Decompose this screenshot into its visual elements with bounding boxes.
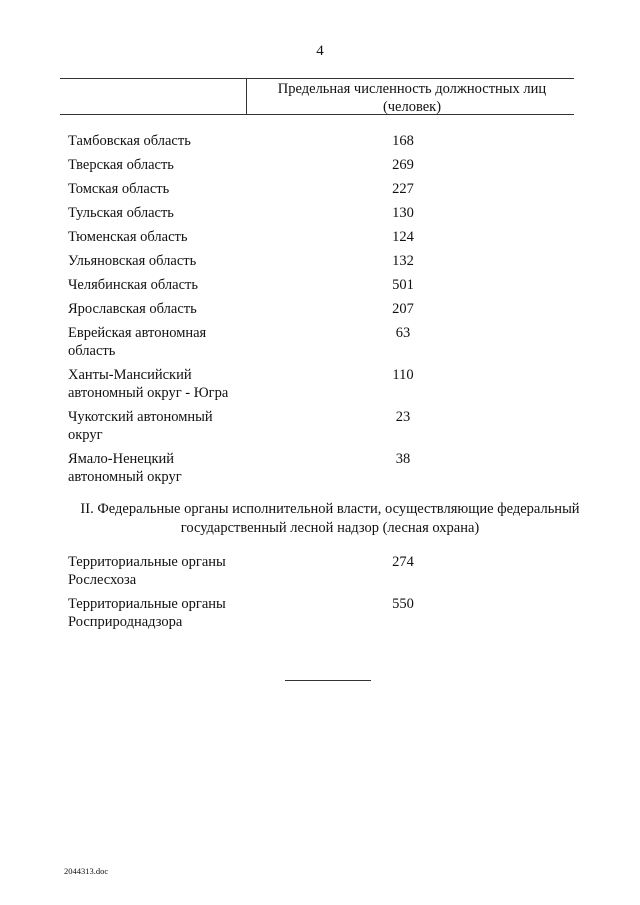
official-count: 130 xyxy=(392,205,414,221)
official-count: 227 xyxy=(392,181,414,197)
region-name: Тюменская область xyxy=(68,229,188,245)
table-row xyxy=(68,300,568,324)
official-count: 110 xyxy=(392,367,414,383)
official-count: 168 xyxy=(392,133,414,149)
table-row xyxy=(68,156,568,180)
region-name: Тамбовская область xyxy=(68,133,191,149)
region-name: Тульская область xyxy=(68,205,174,221)
official-count: 269 xyxy=(392,157,414,173)
official-count: 274 xyxy=(392,554,414,570)
official-count: 550 xyxy=(392,596,414,612)
official-count: 23 xyxy=(395,409,411,425)
table-row xyxy=(68,324,568,366)
table-row xyxy=(68,553,568,595)
official-count: 38 xyxy=(395,451,411,467)
region-name: Ханты-Мансийский автономный округ - Югра xyxy=(68,367,229,401)
region-name: Еврейская автономная область xyxy=(68,325,207,359)
official-count: 132 xyxy=(392,253,414,269)
official-count: 63 xyxy=(395,325,411,341)
table-row xyxy=(68,408,568,450)
table-row xyxy=(68,228,568,252)
table-row xyxy=(68,180,568,204)
region-name: Чукотский автономный округ xyxy=(68,409,213,443)
region-name: Челябинская область xyxy=(68,277,198,293)
table-row xyxy=(68,595,568,637)
region-name: Ямало-Ненецкий автономный округ xyxy=(68,451,182,485)
table-body xyxy=(68,132,568,492)
table-header-top-rule xyxy=(60,78,574,79)
official-count: 207 xyxy=(392,301,414,317)
table-header-divider xyxy=(246,78,247,114)
table-row xyxy=(68,204,568,228)
agency-name: Территориальные органы Росприроднадзора xyxy=(68,596,226,630)
section-title: II. Федеральные органы исполнительной власти, осуществляющие федеральный государственный лесной надзор (лесная охрана) xyxy=(80,501,580,536)
table-row xyxy=(68,132,568,156)
column-heading: Предельная численность должностных лиц (человек) xyxy=(277,81,547,115)
region-name: Ульяновская область xyxy=(68,253,197,269)
table-header-bottom-rule xyxy=(60,114,574,115)
section2-table-body xyxy=(68,553,568,637)
region-name: Ярославская область xyxy=(68,301,197,317)
region-name: Томская область xyxy=(68,181,170,197)
table-row xyxy=(68,450,568,492)
page-number: 4 xyxy=(316,43,324,59)
footer-file-code: 2044313.doc xyxy=(64,866,109,876)
table-row xyxy=(68,366,568,408)
official-count: 501 xyxy=(392,277,414,293)
table-row xyxy=(68,252,568,276)
agency-name: Территориальные органы Рослесхоза xyxy=(68,554,226,588)
official-count: 124 xyxy=(392,229,414,245)
region-name: Тверская область xyxy=(68,157,174,173)
end-of-document-rule xyxy=(285,680,371,681)
table-row xyxy=(68,276,568,300)
